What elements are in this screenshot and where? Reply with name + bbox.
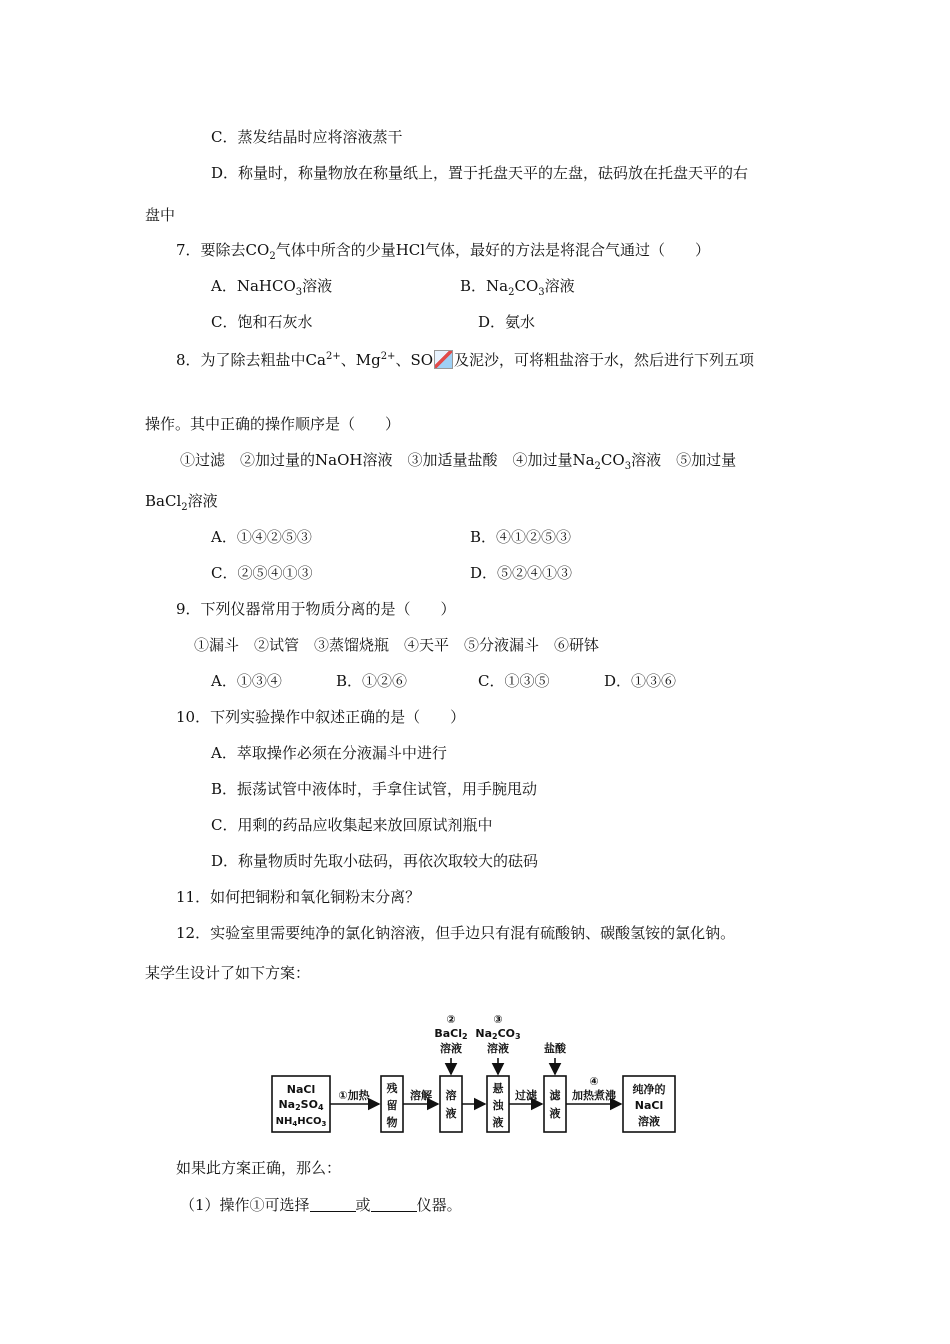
filtrate-box — [544, 1076, 566, 1132]
q10-stem: 10．下列实验操作中叙述正确的是（ ） — [176, 708, 466, 726]
q7-option-b: B．$Na_2CO_3$溶液 — [460, 277, 575, 298]
step1-heating: ①加热 — [338, 1089, 370, 1102]
final-pure: 纯净的 — [632, 1083, 666, 1096]
q10-option-a: A．萃取操作必须在分液漏斗中进行 — [211, 744, 447, 762]
reagent3-solution: 溶液 — [487, 1042, 509, 1055]
start-na2so4: Na2SO4 — [278, 1098, 324, 1112]
q6-option-d-line1: D．称量时，称量物放在称量纸上，置于托盘天平的左盘，砝码放在托盘天平的右 — [211, 164, 749, 182]
q6-option-c: C．蒸发结晶时应将溶液蒸干 — [211, 128, 403, 146]
final-solution: 溶液 — [638, 1115, 660, 1128]
q9-option-d: D．①③⑥ — [604, 672, 677, 690]
q7-option-a: A．NaHCO$_3$溶液 — [211, 277, 333, 298]
final-nacl: NaCl — [634, 1099, 664, 1112]
q8-stem-line2: 操作。其中正确的操作顺序是（ ） — [145, 415, 401, 433]
solution-char-1: 溶 — [445, 1089, 457, 1102]
process-flow-diagram — [260, 1010, 690, 1140]
reagent3-na2co3: Na2CO3 — [475, 1027, 521, 1041]
broken-image-icon — [434, 350, 453, 369]
q6-option-d-line2: 盘中 — [145, 206, 176, 224]
suspension-char-2: 浊 — [492, 1099, 504, 1112]
q7-option-c: C．饱和石灰水 — [211, 313, 313, 331]
solution-char-2: 液 — [445, 1107, 457, 1120]
q9-option-a: A．①③④ — [211, 672, 282, 690]
step-dissolve: 溶解 — [410, 1089, 432, 1102]
q9-items: ①漏斗 ②试管 ③蒸馏烧瓶 ④天平 ⑤分液漏斗 ⑥研钵 — [194, 636, 600, 654]
q12-sub1: （1）操作①可选择 或 仪器。 — [180, 1196, 462, 1214]
q10-option-c: C．用剩的药品应收集起来放回原试剂瓶中 — [211, 816, 493, 834]
q11-stem: 11．如何把铜粉和氧化铜粉末分离？ — [176, 888, 421, 906]
residue-char-3: 物 — [386, 1116, 398, 1129]
step4-number: ④ — [589, 1075, 599, 1088]
filtrate-char-1: 滤 — [549, 1089, 561, 1102]
step4-boil: 加热煮沸 — [572, 1089, 616, 1102]
q12-stem-line1: 12．实验室里需要纯净的氯化钠溶液，但手边只有混有硫酸钠、碳酸氢铵的氯化钠。 — [176, 924, 736, 942]
q9-option-b: B．①②⑥ — [336, 672, 408, 690]
q9-option-c: C．①③⑤ — [478, 672, 550, 690]
answer-blank-1[interactable] — [310, 1197, 356, 1212]
q9-stem: 9．下列仪器常用于物质分离的是（ ） — [176, 600, 456, 618]
q8-option-b: B．④①②⑤③ — [470, 528, 572, 546]
start-nh4hco3: $NH_4HCO_3$ — [275, 1116, 327, 1128]
q8-stem: 8．为了除去粗盐中$Ca^{2+}$、$Mg^{2+}$、SO 及泥沙，可将粗盐溶于水，然后进行下列五项 — [176, 351, 755, 369]
suspension-char-1: 悬 — [492, 1082, 504, 1095]
q12-stem-line2: 某学生设计了如下方案： — [145, 964, 311, 982]
reagent2-solution: 溶液 — [440, 1042, 462, 1055]
step-filter: 过滤 — [515, 1089, 537, 1102]
q7-stem: 7．要除去$CO_2$气体中所含的少量HCl气体，最好的方法是将混合气通过（ ） — [176, 241, 711, 262]
q8-operations: ①过滤 ②加过量的NaOH溶液 ③加适量盐酸 ④加过量$Na_2CO_3$溶液 ⑤加过量 — [180, 451, 737, 472]
q10-option-d: D．称量物质时先取小砝码，再依次取较大的砝码 — [211, 852, 539, 870]
reagent3-number: ③ — [493, 1013, 503, 1026]
suspension-char-3: 液 — [492, 1116, 504, 1129]
reagent2-bacl2: BaCl2 — [434, 1027, 468, 1041]
reagent-hcl: 盐酸 — [544, 1042, 566, 1055]
q10-option-b: B．振荡试管中液体时，手拿住试管，用手腕甩动 — [211, 780, 538, 798]
q8-option-c: C．②⑤④①③ — [211, 564, 313, 582]
q12-condition: 如果此方案正确，那么： — [176, 1159, 342, 1177]
start-nacl: NaCl — [286, 1083, 316, 1096]
residue-char-2: 留 — [386, 1099, 398, 1112]
answer-blank-2[interactable] — [371, 1197, 417, 1212]
filtrate-char-2: 液 — [549, 1107, 561, 1120]
q8-option-d: D．⑤②④①③ — [470, 564, 573, 582]
reagent2-number: ② — [446, 1013, 456, 1026]
residue-char-1: 残 — [386, 1082, 398, 1095]
solution-box — [440, 1076, 462, 1132]
q8-operations-line2: BaCl$_2$溶液 — [145, 492, 218, 513]
q8-option-a: A．①④②⑤③ — [211, 528, 312, 546]
q7-option-d: D．氨水 — [478, 313, 536, 331]
